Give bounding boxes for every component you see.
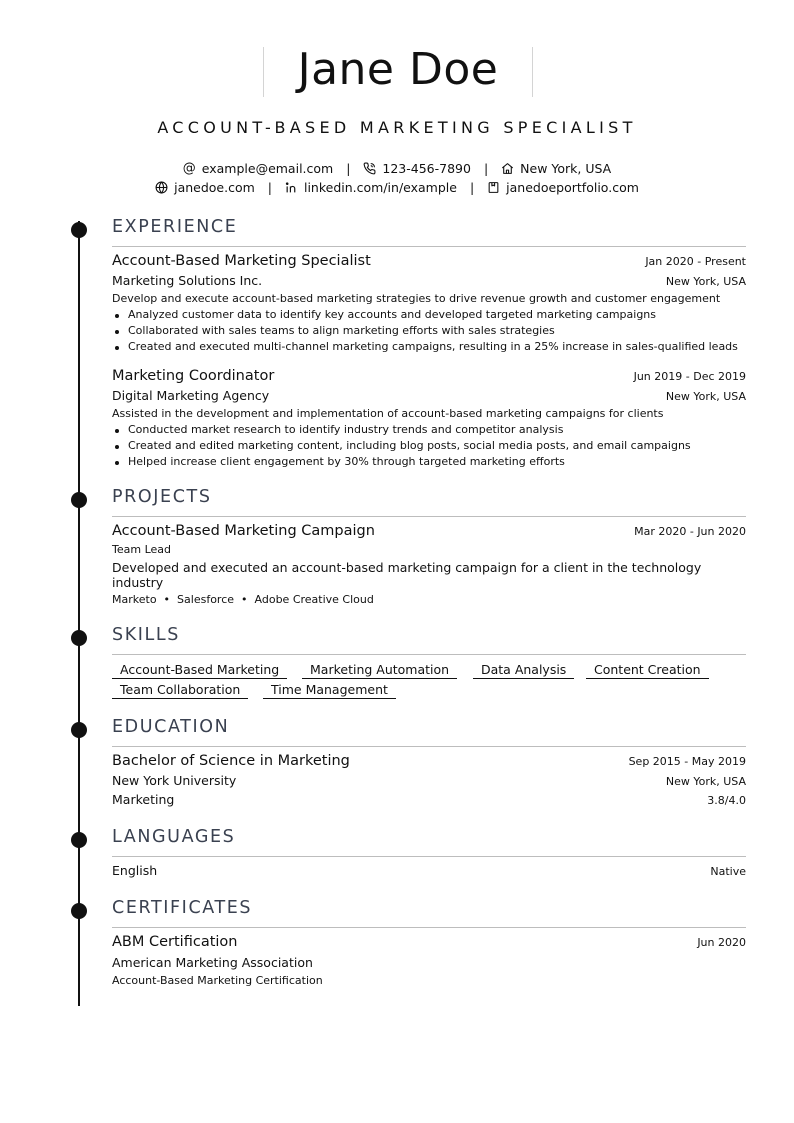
- email-text: example@email.com: [201, 161, 334, 176]
- contact-phone[interactable]: [363, 161, 471, 176]
- skill-tag: Time Management: [263, 682, 396, 699]
- portfolio-text: janedoeportfolio.com: [506, 180, 639, 195]
- contact-row-secondary: [0, 179, 794, 195]
- certificate-header: [112, 934, 746, 950]
- job-summary: Assisted in the development and implementation of account-based marketing campaigns for clients: [112, 407, 664, 420]
- project-keywords: [112, 593, 374, 606]
- timeline-line: [78, 221, 80, 1006]
- website-text: janedoe.com: [174, 180, 255, 195]
- job-dates: Jan 2020 - Present: [645, 255, 746, 268]
- education-gpa: 3.8/4.0: [707, 794, 746, 807]
- job-dates: Jun 2019 - Dec 2019: [633, 370, 746, 383]
- certificate-name: ABM Certification: [112, 934, 238, 950]
- skill-tag: Marketing Automation: [302, 662, 457, 679]
- location-text: New York, USA: [520, 161, 612, 176]
- phone-icon: [363, 162, 376, 175]
- skill-tag: Data Analysis: [473, 662, 574, 679]
- job-company-row: [112, 388, 746, 403]
- job-company: Digital Marketing Agency: [112, 388, 270, 403]
- project-name: Account-Based Marketing Campaign: [112, 523, 375, 539]
- languages-section: [112, 827, 746, 878]
- job-header: [112, 368, 746, 384]
- timeline-dot-skills: [71, 630, 87, 646]
- certificate-date: Jun 2020: [697, 936, 746, 949]
- section-divider: [112, 746, 746, 747]
- contact-email[interactable]: [183, 161, 333, 176]
- at-icon: @: [182, 161, 196, 176]
- education-header: [112, 753, 746, 769]
- job-location: New York, USA: [665, 275, 746, 288]
- portfolio-icon: [487, 181, 500, 194]
- projects-section: [112, 487, 746, 606]
- job-bullet: Analyzed customer data to identify key accounts and developed targeted marketing campaigns: [112, 308, 746, 321]
- contact-row-primary: [0, 160, 794, 176]
- contact-separator: |: [346, 161, 351, 176]
- certificate-issuer-row: [112, 955, 746, 970]
- section-title: PROJECTS: [112, 487, 212, 507]
- timeline-dot-experience: [71, 222, 87, 238]
- globe-icon: [155, 181, 168, 194]
- section-title: EDUCATION: [112, 717, 230, 737]
- name-frame: [263, 44, 533, 97]
- project-header: [112, 523, 746, 539]
- section-divider: [112, 516, 746, 517]
- job-header: [112, 253, 746, 269]
- skill-tag: Content Creation: [586, 662, 709, 679]
- contact-website[interactable]: [155, 180, 255, 195]
- linkedin-text: linkedin.com/in/example: [303, 180, 457, 195]
- project-keyword: Salesforce: [177, 593, 235, 606]
- education-dates: Sep 2015 - May 2019: [628, 755, 746, 768]
- contact-separator: |: [469, 180, 475, 195]
- section-title: CERTIFICATES: [112, 898, 253, 918]
- experience-section: [112, 217, 746, 468]
- job-bullet: Helped increase client engagement by 30% through targeted marketing efforts: [112, 455, 746, 468]
- education-location: New York, USA: [665, 775, 746, 788]
- job-position: Marketing Coordinator: [112, 368, 275, 384]
- contact-linkedin[interactable]: [285, 180, 457, 195]
- job-summary: Develop and execute account-based marketing strategies to drive revenue growth and customer engagement: [112, 292, 721, 305]
- contact-portfolio[interactable]: [487, 180, 639, 195]
- job-bullet: Collaborated with sales teams to align marketing efforts with sales strategies: [112, 324, 746, 337]
- education-degree: Bachelor of Science in Marketing: [112, 753, 350, 769]
- section-divider: [112, 246, 746, 247]
- section-divider: [112, 927, 746, 928]
- certificates-section: [112, 898, 746, 987]
- education-field: Marketing: [112, 792, 175, 807]
- certificate-description: Account-Based Marketing Certification: [112, 974, 323, 987]
- job-bullet: Created and edited marketing content, including blog posts, social media posts, and email campaigns: [112, 439, 746, 452]
- section-divider: [112, 856, 746, 857]
- timeline-dot-education: [71, 722, 87, 738]
- skill-tag: Account-Based Marketing: [112, 662, 287, 679]
- project-description: Developed and executed an account-based marketing campaign for a client in the technology industry: [112, 560, 702, 590]
- home-icon: [501, 162, 514, 175]
- section-title: EXPERIENCE: [112, 217, 238, 237]
- education-section: [112, 717, 746, 807]
- skills-section: [112, 625, 746, 697]
- skill-tag: Team Collaboration: [112, 682, 248, 699]
- project-role: Team Lead: [112, 543, 171, 556]
- section-divider: [112, 654, 746, 655]
- contact-location: [501, 161, 611, 176]
- project-keyword: Adobe Creative Cloud: [254, 593, 374, 606]
- contact-separator: |: [483, 161, 489, 176]
- education-school: New York University: [112, 773, 237, 788]
- job-bullet: Conducted market research to identify industry trends and competitor analysis: [112, 423, 746, 436]
- certificate-issuer: American Marketing Association: [112, 955, 313, 970]
- education-school-row: [112, 773, 746, 788]
- job-location: New York, USA: [665, 390, 746, 403]
- language-level: Native: [710, 865, 746, 878]
- contact-separator: |: [267, 180, 272, 195]
- timeline-dot-certificates: [71, 903, 87, 919]
- project-keyword: Marketo: [112, 593, 157, 606]
- section-title: LANGUAGES: [112, 827, 236, 847]
- section-title: SKILLS: [112, 625, 180, 645]
- keyword-separator: •: [241, 593, 248, 606]
- language-row: [112, 863, 746, 878]
- keyword-separator: •: [163, 593, 171, 606]
- job-position: Account-Based Marketing Specialist: [112, 253, 371, 269]
- project-dates: Mar 2020 - Jun 2020: [634, 525, 746, 538]
- job-company: Marketing Solutions Inc.: [112, 273, 263, 288]
- timeline-dot-projects: [71, 492, 87, 508]
- timeline-dot-languages: [71, 832, 87, 848]
- job-title-heading: ACCOUNT-BASED MARKETING SPECIALIST: [157, 118, 637, 137]
- job-company-row: [112, 273, 746, 288]
- phone-text: 123-456-7890: [382, 161, 471, 176]
- education-field-row: [112, 792, 746, 807]
- linkedin-icon: [285, 181, 298, 194]
- job-bullet: Created and executed multi-channel marketing campaigns, resulting in a 25% increase in sales-qualified leads: [112, 340, 746, 353]
- candidate-name: Jane Doe: [297, 44, 499, 95]
- language-name: English: [112, 863, 158, 878]
